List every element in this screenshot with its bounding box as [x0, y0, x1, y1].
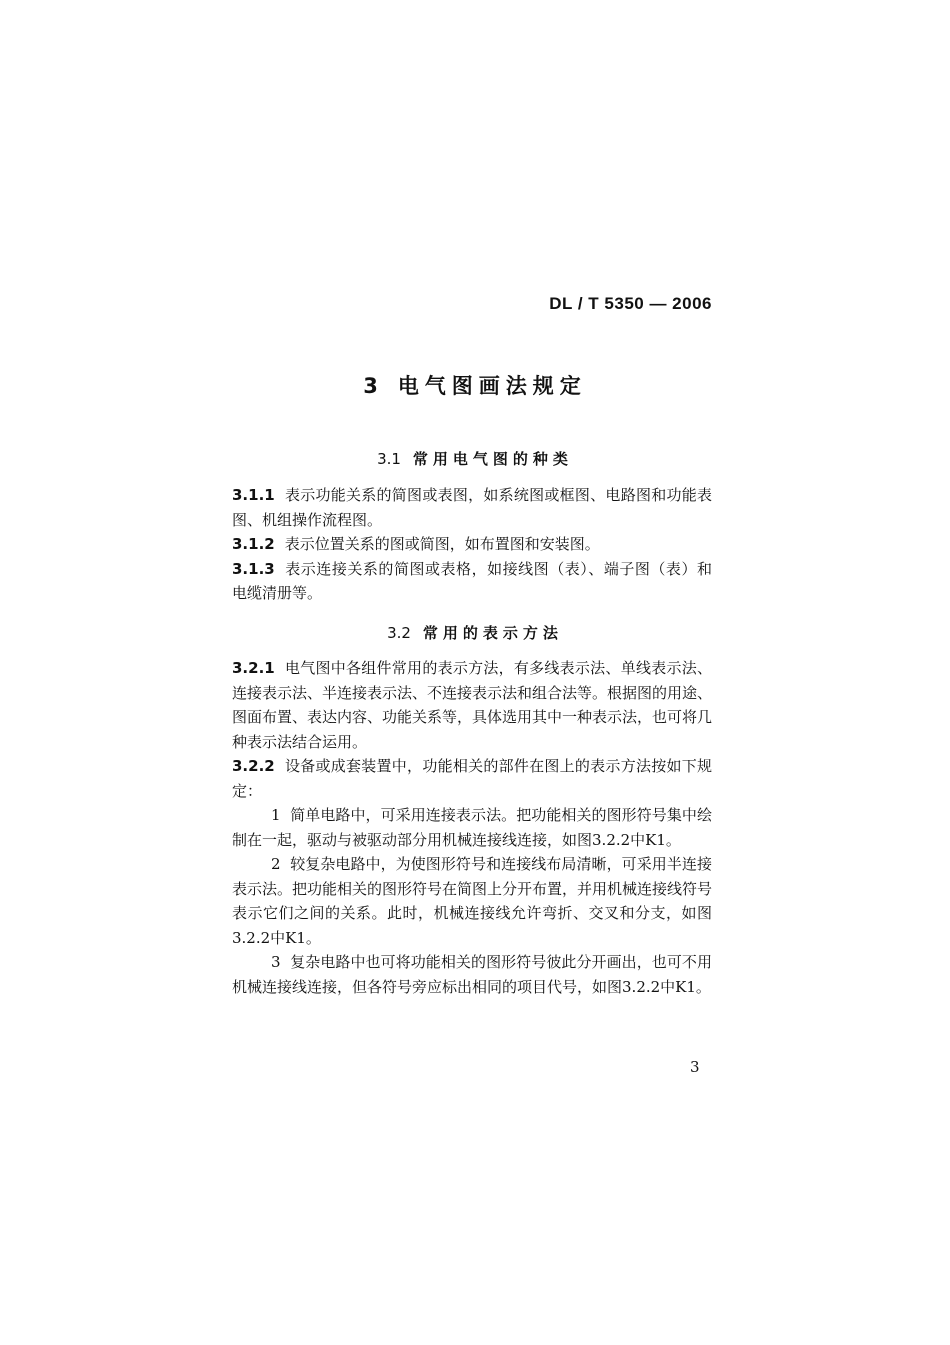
clause-text: 表示连接关系的简图或表格，如接线图（表）、端子图（表）和电缆清册等。 [232, 559, 712, 602]
section-3-2-body [232, 656, 712, 999]
section-title-text: 常用电气图的种类 [412, 450, 573, 468]
clause-3-1-3 [232, 557, 712, 606]
section-title-text: 常用的表示方法 [422, 624, 563, 642]
clause-text: 电气图中各组件常用的表示方法，有多线表示法、单线表示法、连接表示法、半连接表示法、不连接表示法和组合法等。根据图的用途、图面布置、表达内容、功能关系等，具体选用其中一种表示法，也可将几种表示法结合运用。 [232, 659, 713, 751]
section-3-1-body [232, 483, 712, 606]
standard-code: DL / T 5350 — 2006 [549, 294, 712, 313]
clause-3-1-2 [232, 532, 712, 557]
list-item-number: 3 [271, 953, 281, 971]
clause-text: 表示位置关系的图或简图，如布置图和安装图。 [284, 535, 600, 553]
chapter-number: 3 [363, 374, 384, 398]
clause-number: 3.2.1 [232, 659, 275, 677]
section-title-3-2 [0, 622, 950, 643]
list-item-3 [232, 950, 712, 999]
clause-text: 表示功能关系的简图或表图，如系统图或框图、电路图和功能表图、机组操作流程图。 [232, 486, 712, 529]
chapter-title [0, 370, 950, 400]
clause-number: 3.1.3 [232, 559, 275, 578]
clause-number: 3.1.2 [232, 535, 275, 553]
page-number: 3 [690, 1058, 700, 1076]
list-item-2 [232, 852, 712, 950]
section-number: 3.1 [377, 450, 401, 468]
clause-3-1-1 [232, 483, 712, 532]
list-item-text: 简单电路中，可采用连接表示法。把功能相关的图形符号集中绘制在一起，驱动与被驱动部分用机械连接线连接，如图3.2.2中K1。 [232, 806, 712, 849]
clause-text: 设备或成套装置中，功能相关的部件在图上的表示方法按如下规定： [232, 757, 712, 800]
section-number: 3.2 [387, 624, 411, 642]
clause-number: 3.1.1 [232, 486, 275, 504]
list-item-number: 2 [271, 855, 281, 873]
clause-3-2-2 [232, 754, 712, 803]
list-item-text: 复杂电路中也可将功能相关的图形符号彼此分开画出，也可不用机械连接线连接，但各符号旁应标出相同的项目代号，如图3.2.2中K1。 [232, 953, 712, 996]
clause-number: 3.2.2 [232, 757, 275, 775]
chapter-title-text: 电气图画法规定 [397, 374, 587, 398]
clause-3-2-1 [232, 656, 712, 754]
list-item-number: 1 [271, 806, 281, 824]
list-item-text: 较复杂电路中，为使图形符号和连接线布局清晰，可采用半连接表示法。把功能相关的图形符号在简图上分开布置，并用机械连接线符号表示它们之间的关系。此时，机械连接线允许弯折、交叉和分支，如图3.2.2中K1。 [232, 855, 713, 947]
section-title-3-1 [0, 448, 950, 469]
list-item-1 [232, 803, 712, 852]
